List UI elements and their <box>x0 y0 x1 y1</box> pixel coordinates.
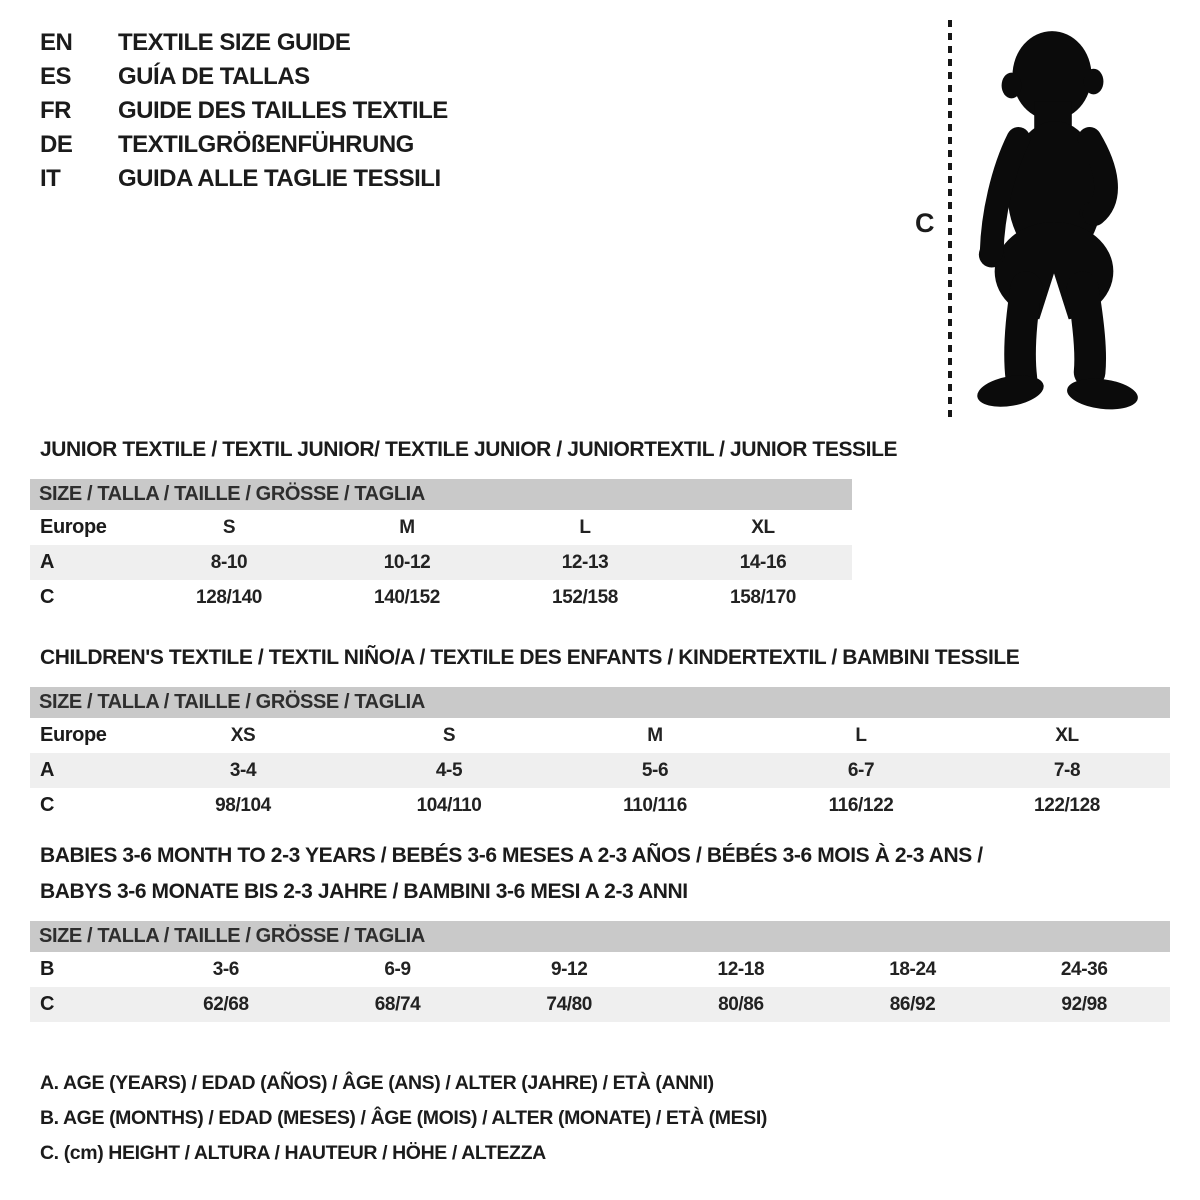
language-row <box>40 128 448 162</box>
row-label: C <box>40 993 55 1015</box>
table-row <box>30 510 852 545</box>
table-cell: 98/104 <box>215 795 271 816</box>
language-code: DE <box>40 131 73 158</box>
table-row <box>30 718 1170 753</box>
section-title <box>30 432 898 468</box>
row-label: B <box>40 958 55 980</box>
table-cell: M <box>399 517 415 538</box>
row-label: Europe <box>40 724 107 746</box>
table-cell: 110/116 <box>623 795 687 816</box>
section-title-line: CHILDREN'S TEXTILE / TEXTIL NIÑO/A / TEXTILE DES ENFANTS / KINDERTEXTIL / BAMBINI TESSILE <box>40 646 1020 669</box>
language-row <box>40 26 448 60</box>
section-title-line: JUNIOR TEXTILE / TEXTIL JUNIOR/ TEXTILE JUNIOR / JUNIORTEXTIL / JUNIOR TESSILE <box>40 438 898 461</box>
size-band: SIZE / TALLA / TAILLE / GRÖSSE / TAGLIA <box>30 479 852 510</box>
legend-line: B. AGE (MONTHS) / EDAD (MESES) / ÂGE (MOIS) / ALTER (MONATE) / ETÀ (MESI) <box>40 1107 767 1129</box>
row-label: A <box>40 551 55 573</box>
language-list <box>40 26 448 196</box>
language-code: EN <box>40 29 73 56</box>
table-cell: XL <box>1055 725 1079 746</box>
table-cell: 116/122 <box>828 795 894 816</box>
legend-line: C. (cm) HEIGHT / ALTURA / HAUTEUR / HÖHE / ALTEZZA <box>40 1142 546 1164</box>
section-title-line: BABYS 3-6 MONATE BIS 2-3 JAHRE / BAMBINI 3-6 MESI A 2-3 ANNI <box>40 880 688 903</box>
table-cell: 92/98 <box>1061 994 1107 1015</box>
table-cell: M <box>647 725 663 746</box>
language-title: TEXTILE SIZE GUIDE <box>118 29 351 56</box>
table-cell: 18-24 <box>889 959 936 980</box>
language-row <box>40 162 448 196</box>
table-cell: 152/158 <box>552 587 618 608</box>
table-cell: 4-5 <box>435 760 463 781</box>
table-cell: 9-12 <box>550 959 588 980</box>
table-cell: 6-9 <box>384 959 411 980</box>
table-cell: 10-12 <box>383 552 431 573</box>
language-code: ES <box>40 63 72 90</box>
section-children-textile <box>30 640 1170 823</box>
table-row <box>30 753 1170 788</box>
table-cell: XS <box>230 725 256 746</box>
table-row <box>30 580 852 615</box>
table-cell: 62/68 <box>203 994 249 1015</box>
table-cell: 7-8 <box>1053 760 1081 781</box>
table-row <box>30 545 852 580</box>
language-row <box>40 94 448 128</box>
height-measure-label: C <box>915 208 935 238</box>
table-cell: 5-6 <box>641 760 669 781</box>
table-cell: L <box>855 725 867 746</box>
section-title-line: BABIES 3-6 MONTH TO 2-3 YEARS / BEBÉS 3-6 MESES A 2-3 AÑOS / BÉBÉS 3-6 MOIS À 2-3 ANS / <box>40 844 983 867</box>
table-cell: S <box>222 517 236 538</box>
language-title: GUÍA DE TALLAS <box>118 63 310 90</box>
table-cell: 8-10 <box>210 552 248 573</box>
size-table <box>30 718 1170 823</box>
size-table <box>30 510 852 615</box>
language-title: GUIDE DES TAILLES TEXTILE <box>118 97 448 124</box>
table-cell: 86/92 <box>889 994 936 1015</box>
size-band: SIZE / TALLA / TAILLE / GRÖSSE / TAGLIA <box>30 921 1170 952</box>
section-title <box>30 838 1170 910</box>
section-junior-textile <box>30 432 898 615</box>
table-cell: 140/152 <box>374 587 440 608</box>
table-cell: 6-7 <box>847 760 875 781</box>
table-row <box>30 788 1170 823</box>
table-cell: 12-18 <box>717 959 765 980</box>
figure <box>905 12 1155 427</box>
language-code: IT <box>40 165 61 192</box>
table-cell: L <box>579 517 591 538</box>
table-row <box>30 987 1170 1022</box>
size-band: SIZE / TALLA / TAILLE / GRÖSSE / TAGLIA <box>30 687 1170 718</box>
table-cell: S <box>442 725 456 746</box>
section-title <box>30 640 1170 676</box>
table-cell: 122/128 <box>1034 795 1100 816</box>
table-cell: 80/86 <box>718 994 764 1015</box>
table-cell: 128/140 <box>196 587 262 608</box>
row-label: Europe <box>40 516 107 538</box>
table-cell: 104/110 <box>416 795 482 816</box>
table-cell: 3-4 <box>229 760 257 781</box>
section-babies-textile <box>30 838 1170 1022</box>
table-cell: 24-36 <box>1060 959 1108 980</box>
row-label: C <box>40 794 55 816</box>
language-title: TEXTILGRÖßENFÜHRUNG <box>118 131 414 158</box>
language-title: GUIDA ALLE TAGLIE TESSILI <box>118 165 441 192</box>
toddler-silhouette-icon <box>965 18 1143 422</box>
table-cell: 14-16 <box>739 552 787 573</box>
table-cell: XL <box>751 517 775 538</box>
table-cell: 12-13 <box>561 552 609 573</box>
row-label: C <box>40 586 55 608</box>
height-measure-line <box>948 20 952 420</box>
table-row <box>30 952 1170 987</box>
row-label: A <box>40 759 55 781</box>
table-cell: 3-6 <box>212 959 239 980</box>
size-table <box>30 952 1170 1022</box>
table-cell: 74/80 <box>546 994 592 1015</box>
table-cell: 158/170 <box>730 587 796 608</box>
language-code: FR <box>40 97 71 124</box>
legend-line: A. AGE (YEARS) / EDAD (AÑOS) / ÂGE (ANS) / ALTER (JAHRE) / ETÀ (ANNI) <box>40 1072 714 1094</box>
legend <box>40 1066 767 1171</box>
language-row <box>40 60 448 94</box>
table-cell: 68/74 <box>374 994 421 1015</box>
